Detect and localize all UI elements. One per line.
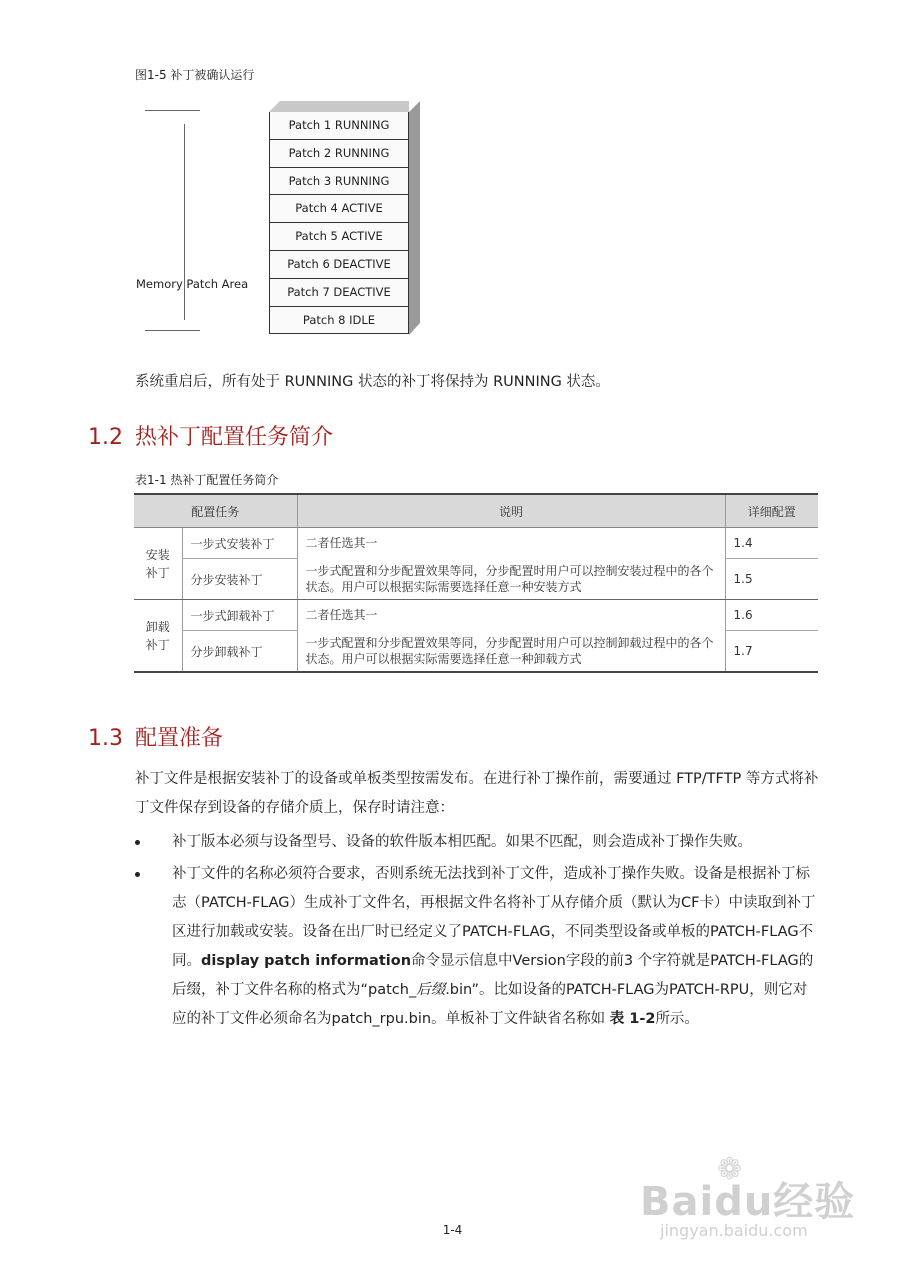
header-desc: 说明 (297, 494, 725, 528)
page-number: 1-4 (442, 1223, 463, 1237)
table-reference-link[interactable]: 表 1-2 (609, 1011, 656, 1027)
bullet-dot (135, 872, 140, 877)
patch-stack (269, 112, 409, 334)
command-name: display patch information (201, 953, 412, 969)
bracket-bottom-line (145, 330, 200, 331)
bullet-text (172, 860, 820, 1034)
bracket-top-line (145, 110, 200, 111)
patch-box: Patch 4 ACTIVE (269, 195, 409, 223)
bullet-dot (135, 840, 140, 845)
bullet-item (135, 860, 820, 1034)
section-number: 1.2 (88, 425, 123, 450)
ref-cell: 1.5 (725, 559, 818, 600)
desc-cell: 二者任选其一 (297, 600, 725, 631)
figure-caption: 图1-5 补丁被确认运行 (135, 68, 255, 82)
config-task-table (134, 493, 818, 673)
desc-cell: 二者任选其一 (297, 528, 725, 559)
ref-cell: 1.4 (725, 528, 818, 559)
ref-cell: 1.6 (725, 600, 818, 631)
section-number: 1.3 (88, 726, 123, 751)
bullet-text: 补丁版本必须与设备型号、设备的软件版本相匹配。如果不匹配，则会造成补丁操作失败。 (172, 834, 752, 850)
group-uninstall: 卸载补丁 (134, 600, 182, 673)
patch-box: Patch 1 RUNNING (269, 112, 409, 140)
header-task: 配置任务 (134, 494, 297, 528)
bullet-text-part: 所示。 (655, 1011, 699, 1027)
patch-box: Patch 3 RUNNING (269, 168, 409, 196)
bullet-text-part: 补丁文件的名称必须符合要求，否则系统无法找到补丁文件，造成补丁操作失败。设备是根据补丁标志（PATCH-FLAG）生成补丁文件名，再根据文件名将补丁从存储介质（默认为CF卡）中读取到补丁区进行加载或安装。设备在出厂时已经定义了PATCH-FLAG，不同类型设备或单板的PATCH-FLAG不同。 (172, 866, 816, 969)
task-cell: 分步卸载补丁 (182, 631, 297, 673)
task-cell: 一步式卸载补丁 (182, 600, 297, 631)
restart-paragraph: 系统重启后，所有处于 RUNNING 状态的补丁将保持为 RUNNING 状态。 (135, 374, 610, 390)
patch-box: Patch 8 IDLE (269, 307, 409, 335)
bullet-text-part: 命令显示信息中Version字段的前3 个字符就是PATCH-FLAG的后缀，补丁文件名称的格式为“patch_ (172, 953, 814, 998)
suffix-placeholder: 后缀 (416, 982, 446, 998)
bullet-item (135, 828, 820, 857)
prep-paragraph: 补丁文件是根据安装补丁的设备或单板类型按需发布。在进行补丁操作前，需要通过 FTP/TFTP 等方式将补丁文件保存到设备的存储介质上，保存时请注意： (135, 771, 819, 816)
ref-cell: 1.7 (725, 631, 818, 673)
patch-box: Patch 7 DEACTIVE (269, 279, 409, 307)
task-cell: 一步式安装补丁 (182, 528, 297, 559)
memory-patch-area-label: Memory Patch Area (136, 277, 249, 291)
watermark-url: jingyan.baidu.com (660, 1221, 808, 1240)
patch-box: Patch 5 ACTIVE (269, 223, 409, 251)
stack-side-face (409, 101, 421, 336)
desc-cell: 一步式配置和分步配置效果等同，分步配置时用户可以控制卸载过程中的各个状态。用户可以根据实际需要选择任意一种卸载方式 (297, 631, 725, 673)
stack-top-face (269, 101, 409, 112)
table-caption: 表1-1 热补丁配置任务简介 (135, 473, 279, 487)
patch-box: Patch 6 DEACTIVE (269, 251, 409, 279)
watermark-brand: Baidu经验 (640, 1179, 856, 1225)
header-ref: 详细配置 (725, 494, 818, 528)
section-title: 热补丁配置任务简介 (135, 425, 334, 450)
group-install: 安装补丁 (134, 528, 182, 600)
paw-icon: ❁ (717, 1152, 743, 1187)
section-title: 配置准备 (135, 726, 224, 751)
section-heading-1-2 (88, 420, 333, 451)
patch-box: Patch 2 RUNNING (269, 140, 409, 168)
bullet-text-part: .bin”。比如设备的PATCH-FLAG为PATCH-RPU，则它对应的补丁文件必须命名为patch_rpu.bin。单板补丁文件缺省名称如 (172, 982, 808, 1027)
section-heading-1-3 (88, 721, 223, 752)
desc-cell: 一步式配置和分步配置效果等同，分步配置时用户可以控制安装过程中的各个状态。用户可以根据实际需要选择任意一种安装方式 (297, 559, 725, 600)
task-cell: 分步安装补丁 (182, 559, 297, 600)
